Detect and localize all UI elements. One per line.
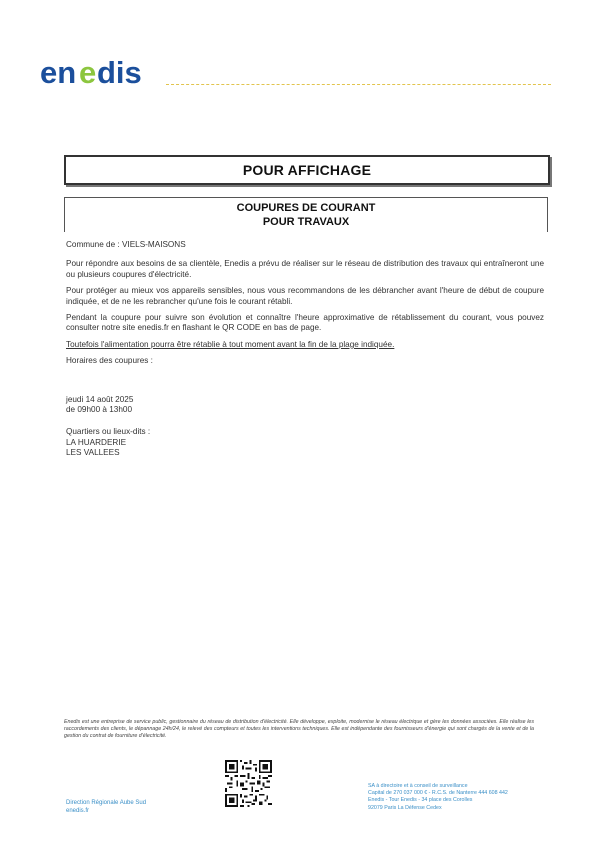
paragraph-intro: Pour répondre aux besoins de sa clientèle, Enedis a prévu de réaliser sur le réseau de distribution des travaux qui entraîneront une ou plusieurs coupures d'électricité. <box>66 259 544 279</box>
footer-capital: Capital de 270 037 000 € - R.C.S. de Nanterre 444 608 442 <box>368 790 508 797</box>
svg-text:dis: dis <box>97 55 142 90</box>
commune-line: Commune de : VIELS-MAISONS <box>66 240 186 249</box>
notice-body <box>66 240 544 459</box>
footer-right <box>368 783 508 812</box>
footer-left <box>66 799 146 815</box>
enedis-logo <box>40 55 164 91</box>
footer-website-link[interactable]: enedis.fr <box>66 808 90 814</box>
schedule-heading: Horaires des coupures : <box>66 356 153 366</box>
quartier-item: LES VALLEES <box>66 448 120 458</box>
quartier-item: LA HUARDERIE <box>66 437 127 447</box>
footer-city: 92079 Paris La Défense Cedex <box>368 804 442 811</box>
footer-address: Enedis - Tour Enedis - 34 place des Corolles <box>368 797 473 804</box>
qr-code-icon[interactable] <box>225 760 272 807</box>
svg-text:en: en <box>40 55 77 90</box>
footer-direction: Direction Régionale Aube Sud <box>66 800 147 806</box>
quartiers-heading: Quartiers ou lieux-dits : <box>66 427 151 437</box>
subtitle-line-1: COUPURES DE COURANT <box>236 202 376 214</box>
schedule-date: jeudi 14 août 2025 <box>66 394 134 404</box>
paragraph-warning: Toutefois l'alimentation pourra être rétablie à tout moment avant la fin de la plage indiquée. <box>66 339 395 349</box>
footer-legal-form: SA à directoire et à conseil de surveillance <box>368 783 468 789</box>
header-divider <box>166 84 551 85</box>
svg-text:e: e <box>79 55 97 90</box>
legal-notice: Enedis est une entreprise de service public, gestionnaire du réseau de distribution d'électricité. Elle développe, exploite, modernise le réseau électrique et gère les données associées. Elle réalise les raccordements des clients, le dépannage 24h/24, le relevé des compteurs et toutes les interventions techniques. Elle est indépendante des fournisseurs d'énergie qui sont chargés de la vente et de la gestion du contrat de fourniture d'électricité. <box>64 719 534 739</box>
schedule-block <box>66 395 544 416</box>
quartiers-block <box>66 427 544 458</box>
notice-title-box <box>64 155 550 185</box>
schedule-time: de 09h00 à 13h00 <box>66 405 133 415</box>
subtitle-line-2: POUR TRAVAUX <box>262 216 350 228</box>
paragraph-protect: Pour protéger au mieux vos appareils sensibles, nous vous recommandons de les débrancher avant l'heure de début de coupure indiquée, et de ne les rebrancher qu'une fois le courant rétabli. <box>66 286 544 306</box>
page-title: POUR AFFICHAGE <box>242 162 372 178</box>
paragraph-follow: Pendant la coupure pour suivre son évolution et connaître l'heure approximative de rétablissement du courant, vous pouvez consulter notre site enedis.fr en flashant le QR CODE en bas de page. <box>66 313 544 333</box>
notice-subtitle-box <box>64 197 548 232</box>
